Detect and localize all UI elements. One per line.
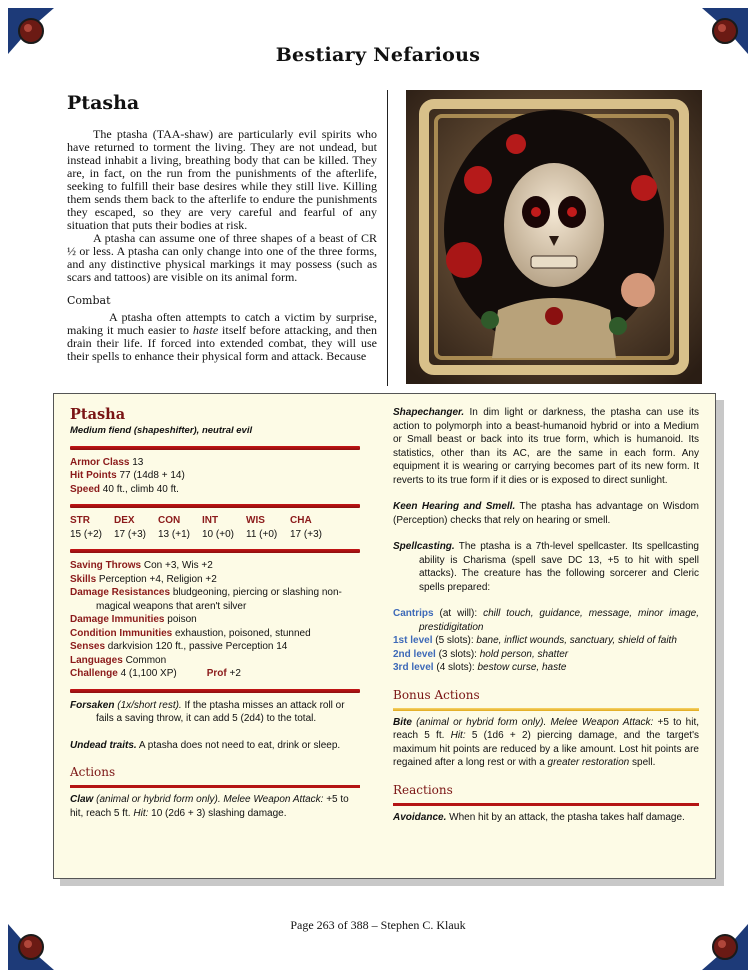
spell-slots: (4 slots): <box>433 662 478 673</box>
divider-bar <box>70 689 360 693</box>
statblock-left-column <box>70 406 360 820</box>
ability-header: STR <box>70 515 90 526</box>
languages <box>70 654 360 668</box>
spell-level-3 <box>393 661 699 675</box>
value: +2 <box>226 668 241 679</box>
divider-bar <box>70 504 360 508</box>
value: bludgeoning, piercing or slashing non-magical weapons that aren't silver <box>96 587 342 612</box>
trait-text: The ptasha is a 7th-level spellcaster. Its spellcasting ability is Charisma (spell save DC 13, +5 to hit with spell attacks). The creature has the following sorcerer and Cleric spells prepared: <box>419 541 699 593</box>
intro-paragraph-1: The ptasha (TAA-shaw) are particularly evil spirits who have returned to torment the living. They are not undead, but instead inhabit a living, breathing body that can be killed. They are, in fact, on the run from the punishments of the afterlife, seeking to fulfill their base desires while they still live. Killing them sends them back to the afterlife to endure the punishments they escaped, so they are very careful and fearful of any situation that puts their bodies at risk. <box>67 127 377 232</box>
damage-resistances <box>70 586 360 613</box>
intro-paragraph-2: A ptasha can assume one of three shapes of a beast of CR ½ or less. A ptasha can only change into one of the three forms, and any distinctive physical markings it may possess (such as scars and tattoos) are visible on its animal form. <box>67 231 377 284</box>
label: Hit Points <box>70 470 117 481</box>
spell-list: hold person, shatter <box>479 648 569 660</box>
trait-keen-senses <box>393 500 699 527</box>
ability-value: 10 (+0) <box>202 528 234 540</box>
value: poison <box>164 614 197 625</box>
spell-cantrips <box>393 607 699 634</box>
value: exhaustion, poisoned, stunned <box>172 627 311 639</box>
ability-value: 11 (+0) <box>246 528 278 540</box>
value: Common <box>122 654 167 666</box>
challenge <box>70 667 360 681</box>
label: Damage Resistances <box>70 587 171 598</box>
trait-name: Shapechanger. <box>393 407 465 418</box>
divider-bar <box>393 803 699 806</box>
spell-slots: (3 slots): <box>435 648 480 660</box>
page-footer: Page 263 of 388 – Stephen C. Klauk <box>290 918 466 932</box>
action-text: +5 to hit, reach 5 ft. <box>393 716 700 741</box>
action-text: +5 to hit, reach 5 ft. <box>70 794 349 819</box>
column-divider <box>387 90 388 386</box>
label: Challenge <box>70 668 118 679</box>
skills <box>70 573 360 587</box>
ability-value: 15 (+2) <box>70 528 102 540</box>
divider-bar <box>70 549 360 553</box>
ability-values <box>70 528 360 542</box>
damage-immunities <box>70 613 360 627</box>
statblock-type: Medium fiend (shapeshifter), neutral evil <box>70 425 253 436</box>
hit-label: Hit: <box>133 807 149 819</box>
action-name: Claw <box>70 794 94 805</box>
trait-usage: (1x/short rest). <box>114 699 182 711</box>
action-form: (animal or hybrid form only). Melee Weapon Attack: <box>93 794 324 805</box>
spell-level-1 <box>393 634 699 648</box>
trait-name: Undead traits. <box>70 739 137 751</box>
value: 77 (14d8 + 14) <box>116 470 185 481</box>
trait-forsaken <box>70 699 360 726</box>
reactions-heading: Reactions <box>393 782 453 797</box>
trait-name: Spellcasting. <box>393 541 455 552</box>
reaction-text: When hit by an attack, the ptasha takes half damage. <box>446 811 685 823</box>
bonus-action-bite <box>393 716 699 770</box>
trait-spellcasting <box>393 540 699 594</box>
action-text: 5 (1d6 + 2) piercing damage, and the target's maximum hit points are reduced by a like amount. Lost hit points are regained after a long rest or with a <box>393 730 699 768</box>
spell-slots: (at will): <box>433 608 484 619</box>
statblock-name: Ptasha <box>70 406 126 423</box>
ability-header: INT <box>202 515 219 526</box>
label: Prof <box>206 668 227 679</box>
divider-bar <box>393 708 699 711</box>
value: Con +3, Wis +2 <box>141 560 213 571</box>
spell-level: Cantrips <box>393 608 434 619</box>
spell-level: 3rd level <box>393 662 434 673</box>
trait-undead <box>70 739 360 753</box>
combat-text: itself before attacking, and then drain their life. If forced into extended combat, they will use their spells to enhance their physical form and attack. Because <box>67 323 377 363</box>
trait-shapechanger <box>393 406 699 487</box>
label: Condition Immunities <box>70 627 173 639</box>
creature-heading: Ptasha <box>67 92 140 114</box>
trait-name: Forsaken <box>70 699 115 711</box>
label: Speed <box>70 483 101 495</box>
actions-heading: Actions <box>70 765 116 779</box>
ability-header: DEX <box>114 515 135 526</box>
action-text: spell. <box>629 757 656 768</box>
trait-text: In dim light or darkness, the ptasha can use its action to polymorph into a beast-humanoid hybrid or into a Medium or Small beast or back into its true form, which is humanoid. Its statistics, other than its AC, are the same in each form. Any equipment it is wearing or carrying becomes part of its new form. It reverts to its true form if it dies or is exposed to direct sunlight. <box>393 407 699 486</box>
statblock <box>53 393 716 879</box>
label: Damage Immunities <box>70 614 165 625</box>
book-title: Bestiary Nefarious <box>275 44 481 66</box>
trait-name: Keen Hearing and Smell. <box>393 501 516 512</box>
hit-points <box>70 469 360 483</box>
action-form: (animal or hybrid form only). Melee Weapon Attack: <box>411 716 654 728</box>
statblock-right-column <box>393 406 699 824</box>
trait-text: The ptasha has advantage on Wisdom (Perception) checks that rely on hearing or smell. <box>393 501 699 526</box>
value: darkvision 120 ft., passive Perception 14 <box>105 641 288 652</box>
ability-header: CON <box>158 515 181 526</box>
trait-text: If the ptasha misses an attack roll or fails a saving throw, it can add 5 (2d4) to the total. <box>96 699 345 724</box>
speed <box>70 483 360 497</box>
label: Senses <box>70 641 106 652</box>
label: Languages <box>70 654 123 666</box>
combat-emphasis: haste <box>192 323 219 337</box>
divider-bar <box>70 785 360 788</box>
value: Perception +4, Religion +2 <box>96 573 217 585</box>
value: 4 (1,100 XP) <box>117 668 177 679</box>
label: Armor Class <box>70 456 130 468</box>
trait-text: A ptasha does not need to eat, drink or sleep. <box>136 739 341 751</box>
combat-text: A ptasha often attempts to catch a victim by surprise, making it much easier to <box>67 310 377 337</box>
combat-paragraph <box>67 311 377 363</box>
spell-level: 1st level <box>393 635 433 646</box>
action-damage: 10 (2d6 + 3) slashing damage. <box>148 807 287 819</box>
action-name: Bite <box>393 716 412 728</box>
ability-header: CHA <box>290 515 312 526</box>
reaction-name: Avoidance. <box>393 811 447 823</box>
value: 13 <box>129 456 144 468</box>
spell-list: bane, inflict wounds, sanctuary, shield of faith <box>476 635 677 646</box>
label: Skills <box>70 573 97 585</box>
reaction-avoidance <box>393 811 699 825</box>
ability-value: 13 (+1) <box>158 528 190 540</box>
combat-heading: Combat <box>67 294 111 307</box>
armor-class <box>70 456 360 470</box>
intro-text <box>67 128 377 363</box>
label: Saving Throws <box>70 560 142 571</box>
spell-slots: (5 slots): <box>432 635 477 646</box>
spell-level: 2nd level <box>393 648 436 660</box>
spell-list: bestow curse, haste <box>477 662 567 673</box>
ability-headers <box>70 514 360 528</box>
saving-throws <box>70 559 360 573</box>
bonus-actions-heading: Bonus Actions <box>393 687 480 702</box>
spell-level-2 <box>393 648 699 662</box>
spell-reference: greater restoration <box>547 757 630 768</box>
divider-bar <box>70 446 360 450</box>
ability-value: 17 (+3) <box>290 528 322 540</box>
action-claw <box>70 793 360 820</box>
value: 40 ft., climb 40 ft. <box>100 483 179 495</box>
senses <box>70 640 360 654</box>
ptasha-portrait-illustration <box>406 90 702 384</box>
condition-immunities <box>70 627 360 641</box>
ability-header: WIS <box>246 515 265 526</box>
spell-list: chill touch, guidance, message, minor image, prestidigitation <box>419 608 699 633</box>
hit-label: Hit: <box>450 730 466 741</box>
ability-value: 17 (+3) <box>114 528 146 540</box>
